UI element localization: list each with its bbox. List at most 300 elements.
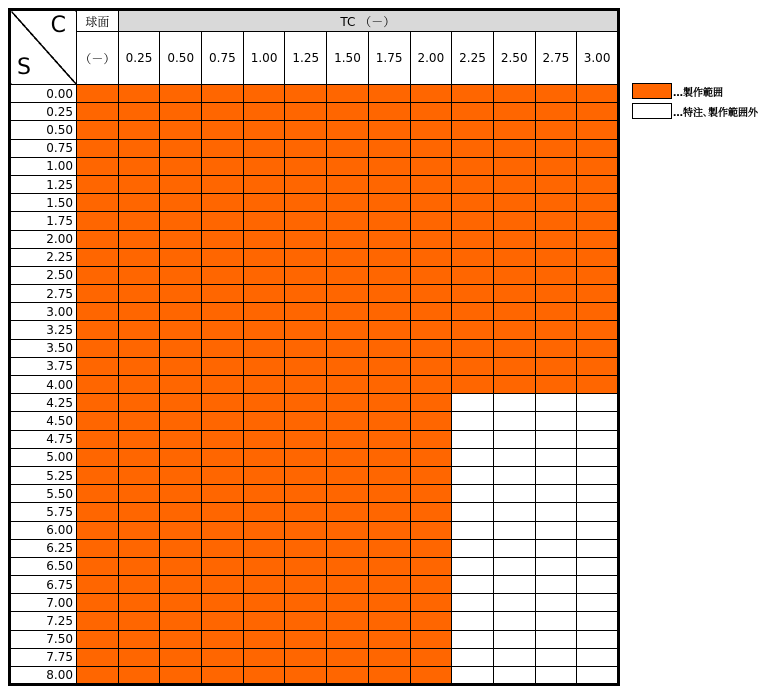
availability-cell-unavailable bbox=[452, 448, 494, 466]
s-value-label: 7.00 bbox=[10, 594, 77, 612]
availability-cell-available bbox=[535, 321, 577, 339]
availability-cell-available bbox=[327, 521, 369, 539]
availability-cell-available bbox=[243, 412, 285, 430]
availability-cell-unavailable bbox=[452, 594, 494, 612]
availability-cell-available bbox=[493, 85, 535, 103]
availability-cell-available bbox=[368, 576, 410, 594]
availability-cell-available bbox=[285, 266, 327, 284]
availability-cell-available bbox=[118, 667, 160, 685]
availability-cell-available bbox=[410, 212, 452, 230]
availability-cell-available bbox=[285, 648, 327, 666]
availability-cell-available bbox=[410, 121, 452, 139]
table-row bbox=[10, 157, 619, 175]
availability-cell-available bbox=[285, 339, 327, 357]
availability-cell-unavailable bbox=[535, 630, 577, 648]
table-row bbox=[10, 339, 619, 357]
availability-cell-available bbox=[202, 212, 244, 230]
availability-cell-unavailable bbox=[493, 503, 535, 521]
availability-cell-available bbox=[160, 121, 202, 139]
availability-cell-available bbox=[327, 357, 369, 375]
table-row bbox=[10, 266, 619, 284]
availability-cell-available bbox=[243, 339, 285, 357]
availability-cell-available bbox=[77, 667, 119, 685]
availability-cell-available bbox=[202, 85, 244, 103]
availability-cell-available bbox=[410, 594, 452, 612]
table-row bbox=[10, 103, 619, 121]
corner-cell bbox=[10, 10, 77, 85]
availability-cell-available bbox=[368, 394, 410, 412]
availability-cell-available bbox=[327, 576, 369, 594]
availability-cell-available bbox=[202, 266, 244, 284]
availability-cell-available bbox=[202, 103, 244, 121]
availability-cell-available bbox=[452, 212, 494, 230]
availability-cell-available bbox=[535, 194, 577, 212]
availability-cell-unavailable bbox=[452, 521, 494, 539]
table-row bbox=[10, 521, 619, 539]
table-row bbox=[10, 194, 619, 212]
legend-swatch-unavailable bbox=[632, 103, 672, 119]
availability-cell-available bbox=[160, 357, 202, 375]
s-value-label: 0.75 bbox=[10, 139, 77, 157]
availability-cell-unavailable bbox=[493, 630, 535, 648]
s-value-label: 1.25 bbox=[10, 175, 77, 193]
availability-cell-available bbox=[118, 175, 160, 193]
availability-cell-available bbox=[452, 194, 494, 212]
s-value-label: 1.75 bbox=[10, 212, 77, 230]
availability-cell-available bbox=[410, 376, 452, 394]
availability-cell-available bbox=[118, 576, 160, 594]
availability-cell-unavailable bbox=[452, 667, 494, 685]
availability-cell-available bbox=[202, 539, 244, 557]
availability-cell-available bbox=[243, 667, 285, 685]
table-row bbox=[10, 557, 619, 575]
table-row bbox=[10, 285, 619, 303]
availability-cell-available bbox=[118, 466, 160, 484]
availability-cell-available bbox=[118, 212, 160, 230]
availability-cell-available bbox=[327, 121, 369, 139]
availability-cell-available bbox=[410, 339, 452, 357]
availability-cell-available bbox=[410, 194, 452, 212]
availability-cell-available bbox=[202, 630, 244, 648]
availability-cell-available bbox=[202, 430, 244, 448]
availability-cell-available bbox=[77, 321, 119, 339]
availability-cell-available bbox=[77, 466, 119, 484]
availability-cell-available bbox=[410, 285, 452, 303]
table-row bbox=[10, 303, 619, 321]
availability-cell-available bbox=[160, 139, 202, 157]
availability-cell-available bbox=[493, 175, 535, 193]
availability-cell-available bbox=[493, 230, 535, 248]
availability-cell-available bbox=[243, 139, 285, 157]
availability-cell-available bbox=[202, 448, 244, 466]
availability-cell-available bbox=[493, 103, 535, 121]
availability-cell-available bbox=[410, 448, 452, 466]
availability-cell-available bbox=[202, 339, 244, 357]
tc-value-header: 1.25 bbox=[285, 32, 327, 85]
availability-cell-unavailable bbox=[493, 412, 535, 430]
tc-value-header: 1.50 bbox=[327, 32, 369, 85]
availability-cell-available bbox=[368, 248, 410, 266]
availability-cell-available bbox=[535, 157, 577, 175]
c-axis-label: C bbox=[50, 13, 66, 38]
availability-cell-unavailable bbox=[452, 539, 494, 557]
availability-cell-available bbox=[160, 157, 202, 175]
availability-cell-available bbox=[577, 357, 619, 375]
table-row bbox=[10, 430, 619, 448]
availability-cell-available bbox=[285, 285, 327, 303]
s-axis-label: S bbox=[17, 55, 31, 80]
availability-cell-available bbox=[202, 667, 244, 685]
availability-cell-available bbox=[535, 230, 577, 248]
availability-cell-available bbox=[577, 230, 619, 248]
sphere-header: 球面 bbox=[77, 10, 119, 32]
availability-cell-available bbox=[327, 557, 369, 575]
availability-cell-available bbox=[368, 321, 410, 339]
availability-cell-unavailable bbox=[452, 612, 494, 630]
availability-cell-available bbox=[243, 521, 285, 539]
availability-cell-available bbox=[118, 85, 160, 103]
availability-cell-available bbox=[368, 612, 410, 630]
availability-cell-available bbox=[118, 230, 160, 248]
availability-cell-available bbox=[77, 339, 119, 357]
availability-cell-available bbox=[577, 376, 619, 394]
availability-cell-unavailable bbox=[452, 394, 494, 412]
availability-cell-available bbox=[202, 230, 244, 248]
availability-cell-available bbox=[452, 157, 494, 175]
availability-cell-unavailable bbox=[577, 667, 619, 685]
availability-cell-unavailable bbox=[577, 394, 619, 412]
availability-cell-available bbox=[493, 194, 535, 212]
availability-cell-available bbox=[243, 557, 285, 575]
s-value-label: 5.75 bbox=[10, 503, 77, 521]
availability-cell-available bbox=[452, 339, 494, 357]
availability-cell-available bbox=[77, 103, 119, 121]
availability-cell-available bbox=[368, 139, 410, 157]
availability-cell-available bbox=[285, 503, 327, 521]
availability-cell-available bbox=[160, 594, 202, 612]
availability-cell-available bbox=[493, 285, 535, 303]
availability-cell-available bbox=[327, 376, 369, 394]
availability-cell-available bbox=[410, 539, 452, 557]
availability-cell-available bbox=[77, 412, 119, 430]
availability-cell-available bbox=[410, 648, 452, 666]
availability-cell-available bbox=[118, 412, 160, 430]
availability-cell-available bbox=[160, 339, 202, 357]
availability-cell-available bbox=[410, 139, 452, 157]
table-row bbox=[10, 448, 619, 466]
tc-value-header: 3.00 bbox=[577, 32, 619, 85]
availability-cell-available bbox=[243, 648, 285, 666]
availability-cell-unavailable bbox=[577, 648, 619, 666]
s-value-label: 7.25 bbox=[10, 612, 77, 630]
availability-cell-available bbox=[118, 394, 160, 412]
availability-cell-available bbox=[285, 376, 327, 394]
availability-cell-unavailable bbox=[452, 430, 494, 448]
availability-cell-available bbox=[118, 121, 160, 139]
availability-cell-unavailable bbox=[493, 485, 535, 503]
availability-cell-available bbox=[118, 157, 160, 175]
availability-cell-available bbox=[535, 357, 577, 375]
s-value-label: 3.00 bbox=[10, 303, 77, 321]
availability-cell-available bbox=[452, 376, 494, 394]
availability-cell-available bbox=[77, 630, 119, 648]
table-row bbox=[10, 576, 619, 594]
availability-cell-available bbox=[160, 630, 202, 648]
availability-cell-available bbox=[285, 103, 327, 121]
availability-cell-available bbox=[285, 466, 327, 484]
tc-header: TC （－） bbox=[118, 10, 618, 32]
availability-cell-unavailable bbox=[535, 503, 577, 521]
availability-cell-available bbox=[368, 103, 410, 121]
availability-cell-available bbox=[493, 321, 535, 339]
availability-cell-available bbox=[243, 448, 285, 466]
availability-cell-available bbox=[327, 630, 369, 648]
availability-cell-unavailable bbox=[577, 539, 619, 557]
availability-cell-available bbox=[410, 175, 452, 193]
table-row bbox=[10, 485, 619, 503]
s-value-label: 1.50 bbox=[10, 194, 77, 212]
availability-cell-unavailable bbox=[577, 630, 619, 648]
availability-cell-available bbox=[285, 194, 327, 212]
availability-cell-unavailable bbox=[535, 466, 577, 484]
tc-value-header: 2.25 bbox=[452, 32, 494, 85]
availability-cell-available bbox=[118, 539, 160, 557]
availability-cell-available bbox=[77, 503, 119, 521]
availability-cell-available bbox=[535, 139, 577, 157]
table-row bbox=[10, 394, 619, 412]
availability-cell-available bbox=[410, 266, 452, 284]
availability-cell-unavailable bbox=[493, 394, 535, 412]
legend-swatch-available bbox=[632, 83, 672, 99]
availability-cell-available bbox=[452, 357, 494, 375]
availability-cell-available bbox=[410, 557, 452, 575]
availability-cell-available bbox=[452, 175, 494, 193]
table-row bbox=[10, 412, 619, 430]
availability-cell-available bbox=[410, 466, 452, 484]
table-row bbox=[10, 594, 619, 612]
s-value-label: 2.50 bbox=[10, 266, 77, 284]
s-value-label: 0.25 bbox=[10, 103, 77, 121]
availability-cell-available bbox=[452, 303, 494, 321]
availability-cell-available bbox=[368, 466, 410, 484]
availability-cell-available bbox=[77, 594, 119, 612]
availability-cell-available bbox=[243, 121, 285, 139]
availability-cell-available bbox=[243, 194, 285, 212]
availability-cell-unavailable bbox=[452, 648, 494, 666]
availability-cell-available bbox=[452, 321, 494, 339]
availability-cell-unavailable bbox=[535, 412, 577, 430]
s-value-label: 4.50 bbox=[10, 412, 77, 430]
availability-cell-available bbox=[327, 139, 369, 157]
availability-cell-available bbox=[202, 175, 244, 193]
availability-cell-available bbox=[160, 248, 202, 266]
availability-cell-available bbox=[577, 212, 619, 230]
availability-cell-unavailable bbox=[493, 612, 535, 630]
availability-cell-available bbox=[243, 466, 285, 484]
availability-cell-available bbox=[202, 612, 244, 630]
s-value-label: 3.25 bbox=[10, 321, 77, 339]
s-value-label: 5.50 bbox=[10, 485, 77, 503]
availability-cell-available bbox=[77, 376, 119, 394]
availability-cell-unavailable bbox=[535, 394, 577, 412]
availability-cell-available bbox=[118, 521, 160, 539]
availability-cell-available bbox=[77, 248, 119, 266]
availability-cell-available bbox=[368, 212, 410, 230]
table-row bbox=[10, 376, 619, 394]
availability-cell-unavailable bbox=[493, 667, 535, 685]
availability-cell-available bbox=[160, 667, 202, 685]
availability-cell-available bbox=[77, 121, 119, 139]
availability-cell-available bbox=[368, 175, 410, 193]
availability-cell-available bbox=[327, 303, 369, 321]
availability-cell-unavailable bbox=[535, 521, 577, 539]
availability-cell-available bbox=[202, 139, 244, 157]
availability-cell-available bbox=[285, 321, 327, 339]
table-row bbox=[10, 139, 619, 157]
availability-cell-available bbox=[202, 285, 244, 303]
availability-cell-available bbox=[368, 521, 410, 539]
s-value-label: 6.75 bbox=[10, 576, 77, 594]
availability-cell-unavailable bbox=[493, 648, 535, 666]
availability-cell-available bbox=[118, 448, 160, 466]
availability-cell-available bbox=[243, 630, 285, 648]
availability-cell-unavailable bbox=[577, 503, 619, 521]
availability-cell-unavailable bbox=[577, 485, 619, 503]
availability-cell-available bbox=[577, 248, 619, 266]
availability-cell-available bbox=[493, 248, 535, 266]
availability-cell-unavailable bbox=[577, 448, 619, 466]
availability-cell-available bbox=[160, 175, 202, 193]
availability-cell-unavailable bbox=[577, 576, 619, 594]
availability-cell-unavailable bbox=[493, 539, 535, 557]
availability-cell-available bbox=[243, 321, 285, 339]
availability-cell-available bbox=[535, 121, 577, 139]
availability-cell-available bbox=[285, 230, 327, 248]
availability-cell-available bbox=[327, 612, 369, 630]
availability-cell-unavailable bbox=[493, 594, 535, 612]
availability-cell-available bbox=[327, 412, 369, 430]
availability-cell-available bbox=[118, 285, 160, 303]
availability-cell-available bbox=[77, 157, 119, 175]
availability-cell-available bbox=[327, 248, 369, 266]
availability-cell-available bbox=[202, 648, 244, 666]
table-row bbox=[10, 357, 619, 375]
availability-cell-available bbox=[118, 557, 160, 575]
availability-cell-available bbox=[118, 321, 160, 339]
availability-cell-available bbox=[452, 285, 494, 303]
availability-cell-available bbox=[285, 448, 327, 466]
availability-cell-available bbox=[202, 357, 244, 375]
availability-cell-available bbox=[118, 648, 160, 666]
availability-cell-available bbox=[410, 103, 452, 121]
availability-cell-available bbox=[77, 194, 119, 212]
availability-cell-available bbox=[577, 266, 619, 284]
availability-cell-unavailable bbox=[493, 466, 535, 484]
availability-cell-available bbox=[577, 303, 619, 321]
availability-cell-available bbox=[243, 230, 285, 248]
availability-cell-available bbox=[452, 121, 494, 139]
availability-cell-available bbox=[160, 485, 202, 503]
availability-cell-available bbox=[327, 539, 369, 557]
availability-cell-available bbox=[327, 594, 369, 612]
availability-table bbox=[8, 8, 620, 686]
availability-cell-available bbox=[77, 85, 119, 103]
availability-cell-available bbox=[410, 503, 452, 521]
availability-cell-available bbox=[77, 139, 119, 157]
availability-cell-available bbox=[202, 194, 244, 212]
availability-cell-available bbox=[118, 357, 160, 375]
availability-cell-available bbox=[368, 412, 410, 430]
availability-cell-available bbox=[77, 303, 119, 321]
availability-cell-available bbox=[285, 521, 327, 539]
availability-cell-available bbox=[410, 667, 452, 685]
table-row bbox=[10, 321, 619, 339]
availability-cell-available bbox=[410, 630, 452, 648]
availability-cell-available bbox=[577, 121, 619, 139]
availability-cell-available bbox=[327, 321, 369, 339]
table-row bbox=[10, 212, 619, 230]
availability-cell-available bbox=[77, 521, 119, 539]
availability-cell-unavailable bbox=[535, 648, 577, 666]
availability-cell-available bbox=[368, 667, 410, 685]
availability-cell-available bbox=[77, 485, 119, 503]
availability-cell-available bbox=[452, 266, 494, 284]
availability-cell-available bbox=[327, 430, 369, 448]
availability-cell-unavailable bbox=[577, 557, 619, 575]
availability-cell-available bbox=[202, 157, 244, 175]
availability-cell-available bbox=[368, 285, 410, 303]
availability-cell-unavailable bbox=[577, 594, 619, 612]
availability-cell-available bbox=[160, 376, 202, 394]
availability-cell-available bbox=[285, 412, 327, 430]
availability-cell-unavailable bbox=[535, 430, 577, 448]
availability-cell-available bbox=[243, 157, 285, 175]
s-value-label: 8.00 bbox=[10, 667, 77, 685]
availability-cell-available bbox=[160, 430, 202, 448]
availability-cell-available bbox=[327, 503, 369, 521]
availability-cell-available bbox=[118, 485, 160, 503]
availability-cell-available bbox=[118, 303, 160, 321]
availability-cell-available bbox=[410, 412, 452, 430]
availability-cell-available bbox=[118, 339, 160, 357]
availability-cell-available bbox=[535, 303, 577, 321]
availability-cell-available bbox=[577, 321, 619, 339]
availability-cell-available bbox=[118, 194, 160, 212]
availability-cell-available bbox=[243, 503, 285, 521]
s-value-label: 6.25 bbox=[10, 539, 77, 557]
availability-cell-available bbox=[118, 630, 160, 648]
availability-cell-available bbox=[243, 594, 285, 612]
s-value-label: 7.50 bbox=[10, 630, 77, 648]
availability-cell-available bbox=[410, 157, 452, 175]
availability-cell-available bbox=[493, 357, 535, 375]
availability-cell-available bbox=[77, 394, 119, 412]
legend-label-unavailable: …特注､製作範囲外 bbox=[673, 108, 758, 119]
availability-cell-available bbox=[243, 248, 285, 266]
availability-cell-available bbox=[493, 212, 535, 230]
availability-cell-available bbox=[243, 576, 285, 594]
availability-cell-available bbox=[285, 85, 327, 103]
tc-value-header: 1.75 bbox=[368, 32, 410, 85]
availability-cell-unavailable bbox=[535, 612, 577, 630]
availability-cell-available bbox=[368, 503, 410, 521]
availability-cell-unavailable bbox=[577, 466, 619, 484]
availability-cell-available bbox=[368, 648, 410, 666]
availability-cell-unavailable bbox=[452, 630, 494, 648]
availability-cell-available bbox=[327, 394, 369, 412]
s-value-label: 0.00 bbox=[10, 85, 77, 103]
availability-cell-available bbox=[202, 412, 244, 430]
